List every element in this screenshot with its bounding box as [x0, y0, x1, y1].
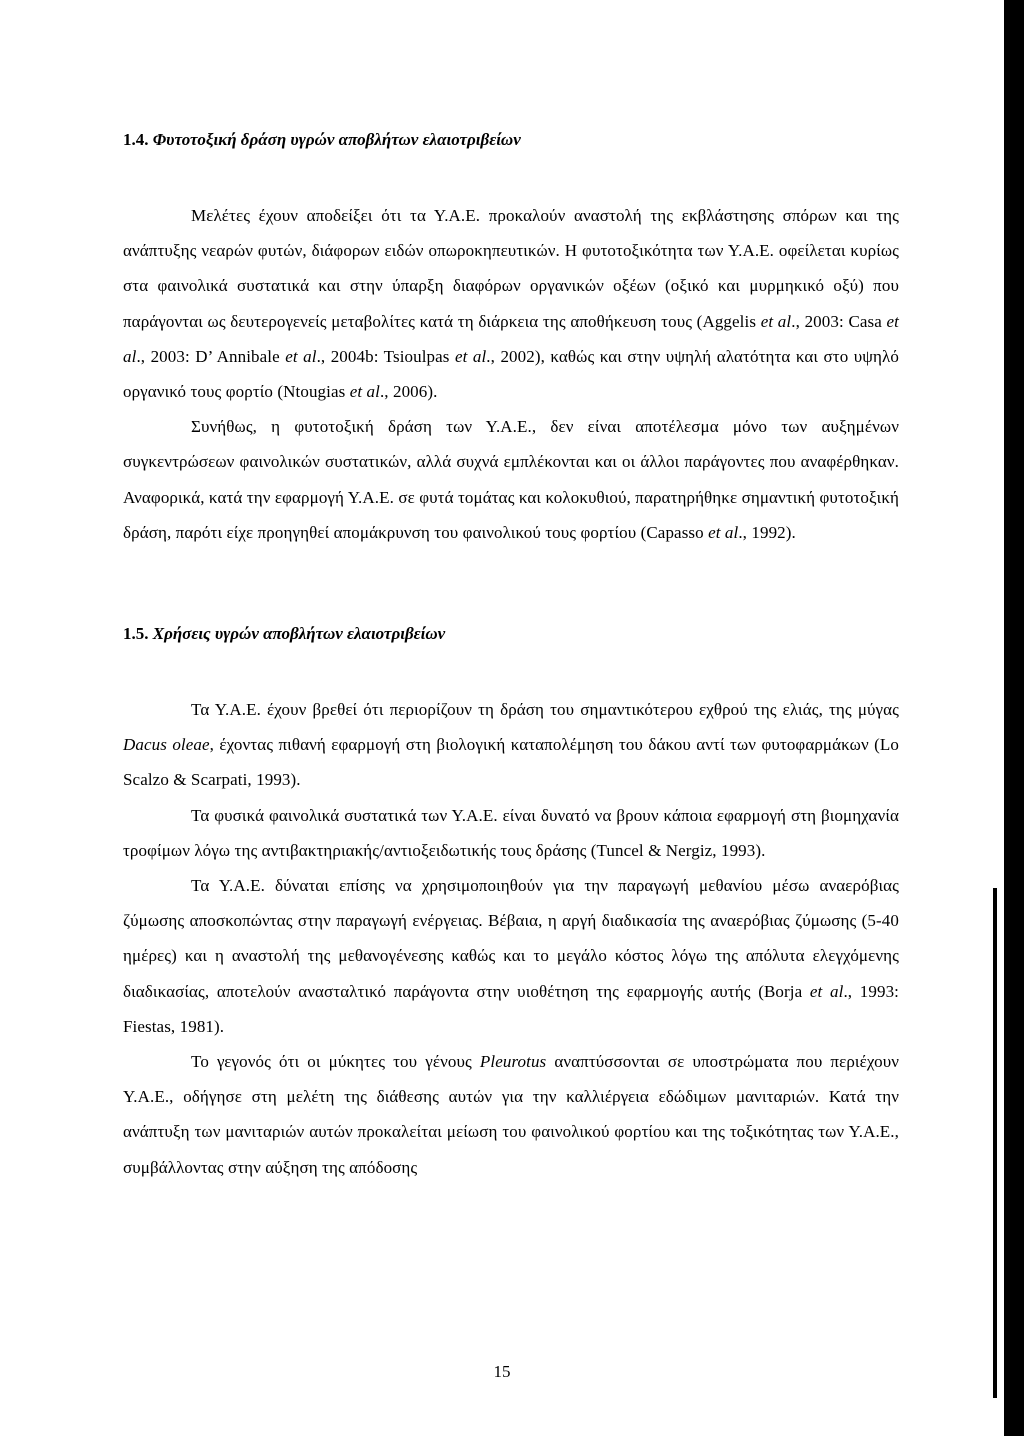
text-run: , έχοντας πιθανή εφαρμογή στη βιολογική καταπολέμηση του δάκου αντί των φυτοφαρμάκων (Lo Scalzo & Scarpati, 1993). — [123, 735, 899, 790]
text-run: Μελέτες έχουν αποδείξει ότι τα Υ.Α.Ε. προκαλούν αναστολή της εκβλάστησης σπόρων και της ανάπτυξης νεαρών φυτών, διάφορων ειδών οπωροκηπευτικών. Η φυτοτοξικότητα των Υ.Α.Ε. οφείλεται κυρίως στα φαινολικά συστατικά και στην ύπαρξη διαφόρων οργανικών οξέων (οξικό και μυρμηκικό οξύ) που παράγονται ως δευτερογενείς μεταβολίτες κατά τη διάρκεια της αποθήκευση τους (Aggelis — [123, 206, 899, 331]
text-run: Τα Υ.Α.Ε. δύναται επίσης να χρησιμοποιηθούν για την παραγωγή μεθανίου μέσω αναερόβιας ζύμωσης αποσκοπώντας στην παραγωγή ενέργειας. Βέβαια, η αργή διαδικασία της αναερόβιας ζύμωσης (5-40 ημέρες) και η αναστολή της μεθανογένεσης καθώς και το μεγάλο κόστος λόγω της απόλυτα ελεγχόμενης διαδικασίας, αποτελούν ανασταλτικό παράγοντα στην υιοθέτηση της εφαρμογής αυτής (Borja — [123, 876, 899, 1001]
text-run: ., 1992). — [738, 522, 796, 542]
text-run: Το γεγονός ότι οι μύκητες του γένους — [191, 1052, 480, 1072]
paragraph — [123, 198, 899, 409]
italic-text: Pleurotus — [479, 1052, 547, 1072]
section-title: Χρήσεις υγρών αποβλήτων ελαιοτριβείων — [152, 624, 446, 644]
italic-text: et al — [349, 382, 380, 402]
text-run: ., 2002), καθώς και στην υψηλή αλατότητα και στο υψηλό οργανικό τους φορτίο (Ntougias — [123, 346, 899, 402]
text-run: ., 2006). — [379, 382, 438, 402]
paragraph — [123, 1044, 899, 1185]
section-body — [123, 692, 899, 1185]
text-run: ., 1993: Fiestas, 1981). — [123, 981, 900, 1036]
section-number: 1.4. — [123, 130, 149, 149]
italic-text: et al — [454, 346, 487, 366]
section-heading — [123, 128, 899, 152]
section-number: 1.5. — [123, 624, 149, 644]
section-body — [123, 198, 899, 550]
page-content — [123, 128, 899, 1185]
italic-text: et al — [123, 311, 899, 366]
italic-text: et al — [809, 981, 844, 1001]
paragraph — [123, 868, 899, 1044]
text-run: ., 2003: D’ Annibale — [136, 346, 286, 366]
italic-text: et al — [708, 522, 739, 542]
text-run: Συνήθως, η φυτοτοξική δράση των Υ.Α.Ε., δεν είναι αποτέλεσμα μόνο των αυξημένων συγκεντρώσεων φαινολικών συστατικών, αλλά συχνά εμπλέκονται και οι άλλοι παράγοντες που αναφέρθηκαν. Αναφορικά, κατά την εφαρμογή Υ.Α.Ε. σε φυτά τομάτας και κολοκυθιού, παρατηρήθηκε σημαντική φυτοτοξική δράση, παρότι είχε προηγηθεί απομάκρυνση του φαινολικού τους φορτίου (Capasso — [123, 417, 899, 542]
text-run: Τα φυσικά φαινολικά συστατικά των Υ.Α.Ε. είναι δυνατό να βρουν κάποια εφαρμογή στη βιομηχανία τροφίμων λόγω της αντιβακτηριακής/αντιοξειδωτικής τους δράσης (Tuncel & Nergiz, 1993). — [123, 805, 899, 860]
paragraph — [123, 409, 899, 550]
page-number: 15 — [493, 1362, 511, 1381]
italic-text: et al — [285, 346, 317, 366]
text-run: αναπτύσσονται σε υποστρώματα που περιέχουν Υ.Α.Ε., οδήγησε στη μελέτη της διάθεσης αυτών για την καλλιέργεια εδώδιμων μανιταριών. Κατά την ανάπτυξη των μανιταριών αυτών προκαλείται μείωση του φαινολικού φορτίου και της τοξικότητας των Υ.Α.Ε., συμβάλλοντας στην αύξηση της απόδοσης — [123, 1052, 899, 1177]
italic-text: et al — [760, 311, 792, 331]
section-title: Φυτοτοξική δράση υγρών αποβλήτων ελαιοτριβείων — [152, 130, 521, 149]
paragraph — [123, 798, 899, 868]
section-heading — [123, 622, 899, 646]
paragraph — [123, 692, 899, 798]
text-run: ., 2003: Casa — [791, 311, 887, 331]
text-run: ., 2004b: Tsioulpas — [316, 346, 455, 366]
section-phytotoxicity — [123, 128, 899, 550]
margin-rule — [993, 888, 997, 1398]
text-run: Τα Υ.Α.Ε. έχουν βρεθεί ότι περιορίζουν τη δράση του σημαντικότερου εχθρού της ελιάς, της μύγας — [191, 700, 899, 720]
italic-text: Dacus oleae — [123, 735, 210, 755]
section-uses — [123, 622, 899, 1185]
